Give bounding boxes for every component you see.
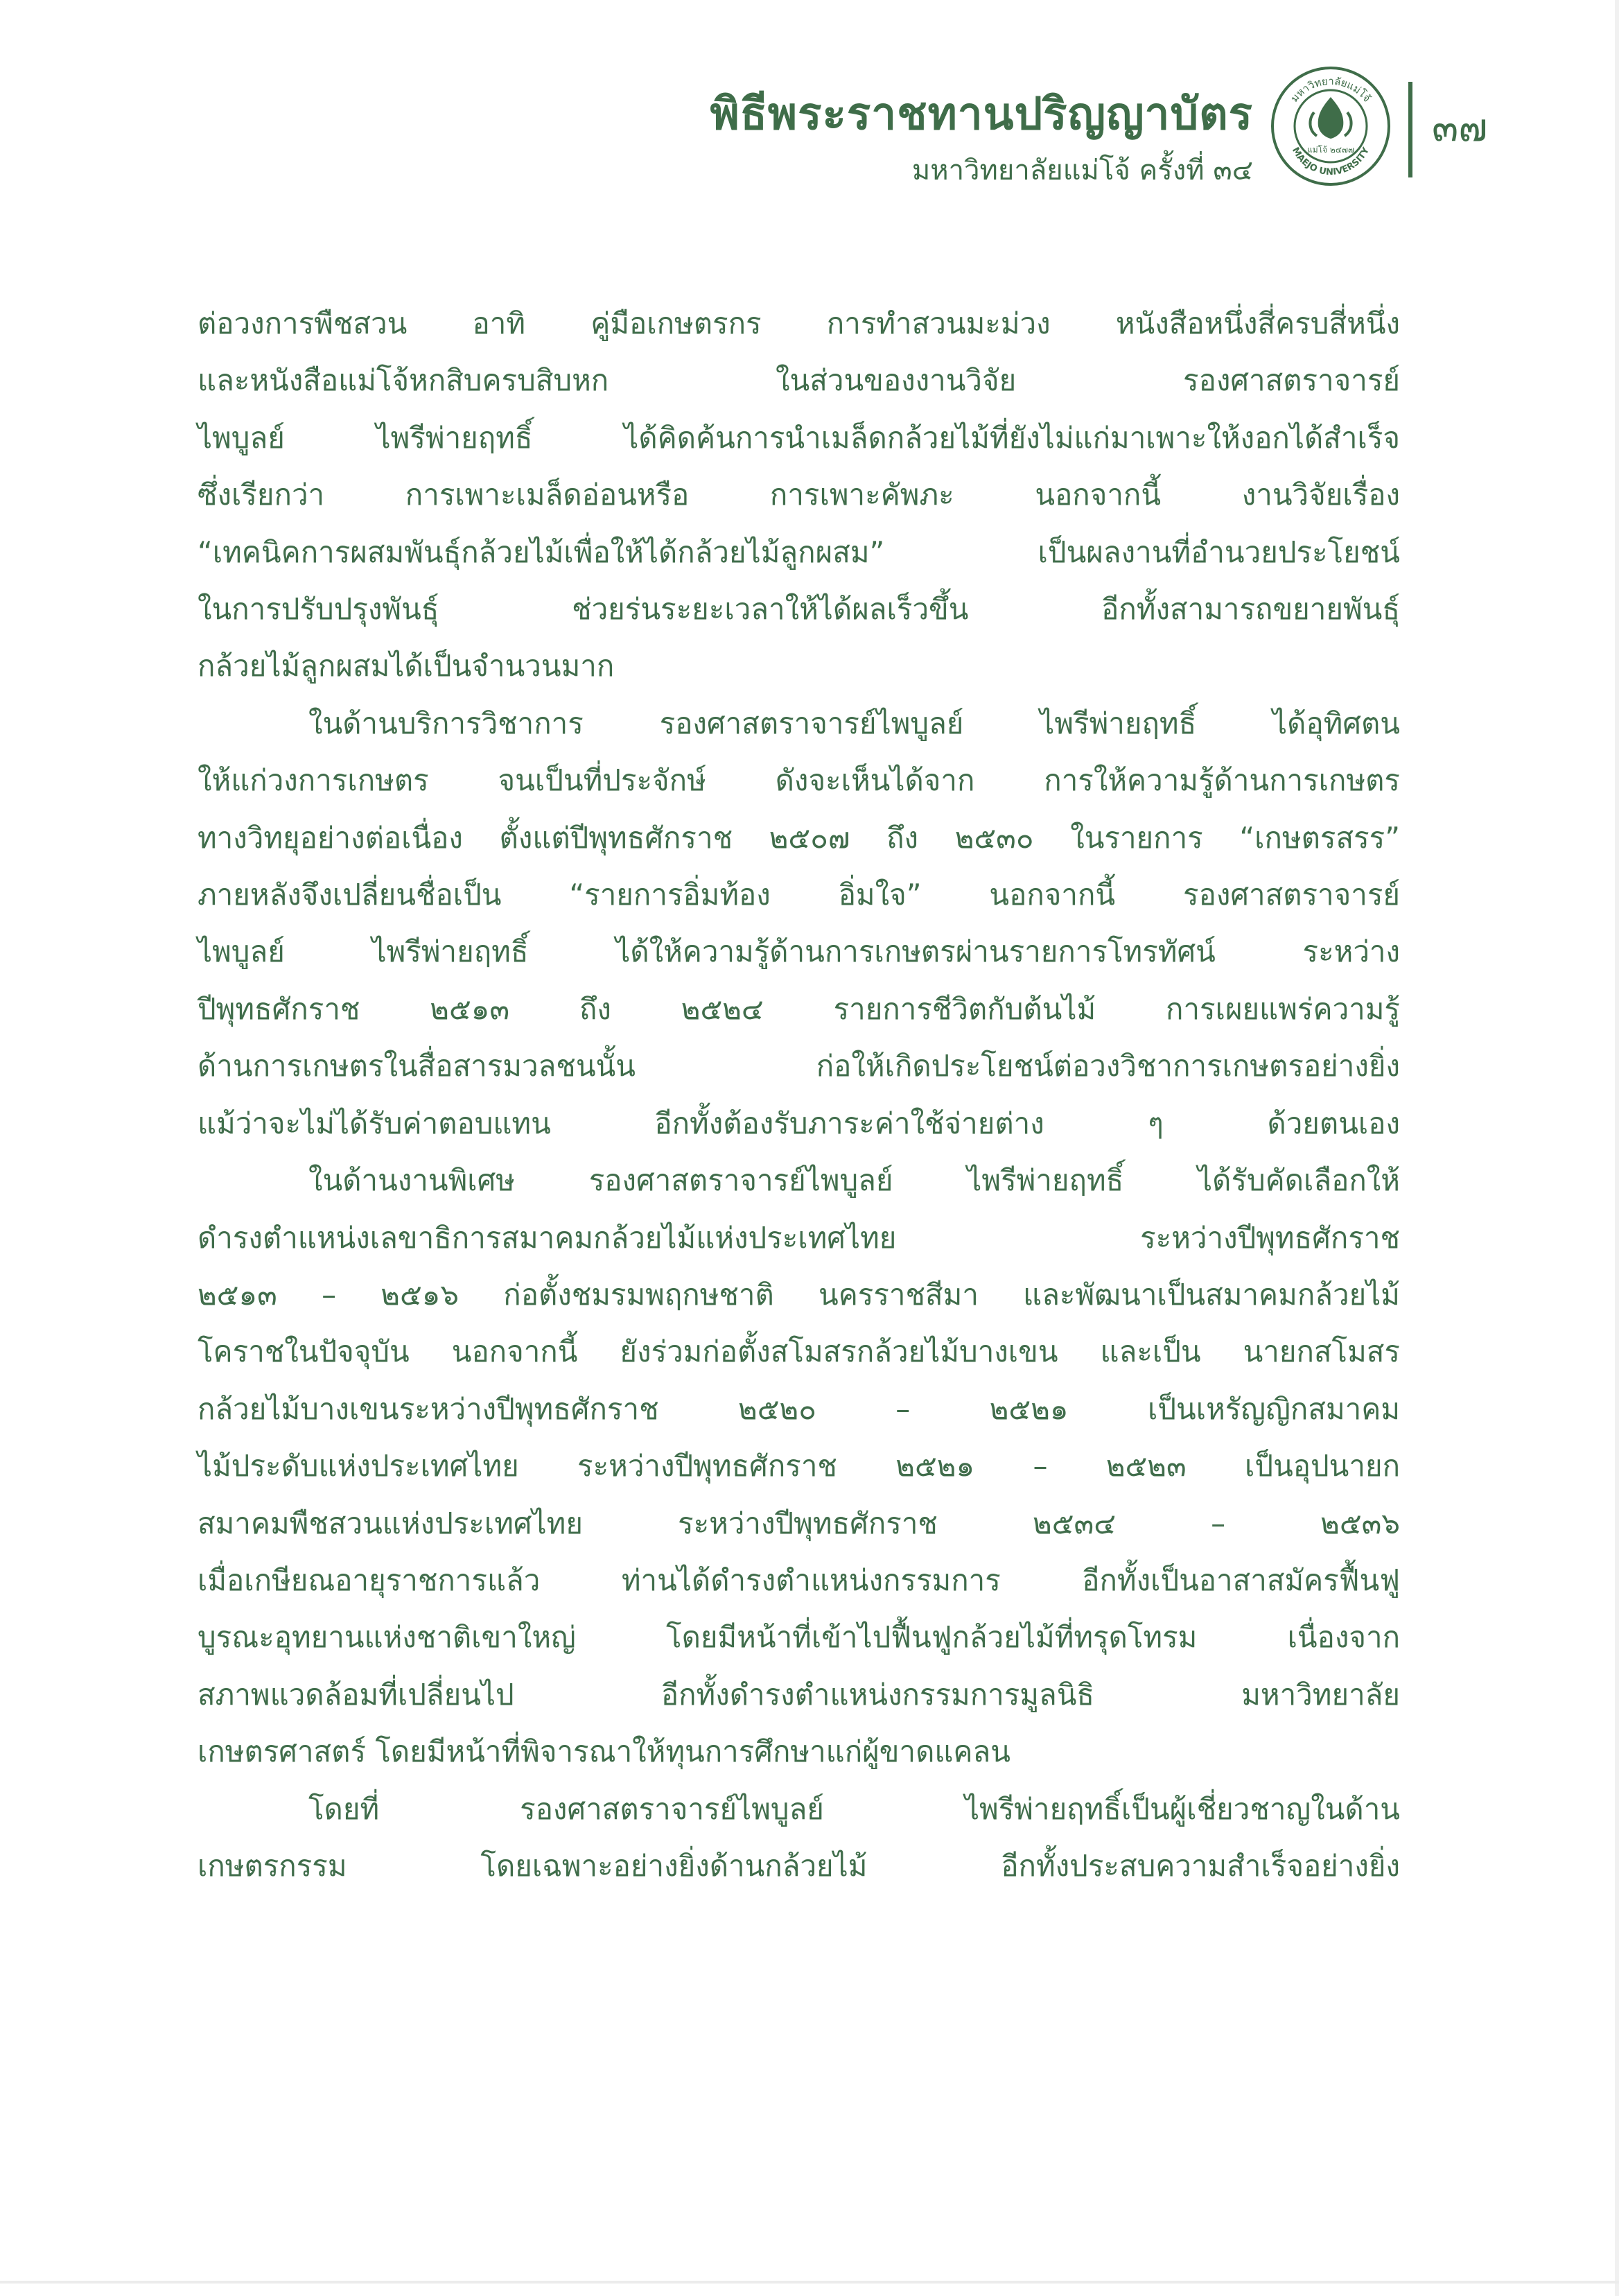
ceremony-subtitle: มหาวิทยาลัยแม่โจ้ ครั้งที่ ๓๔ — [911, 155, 1253, 186]
text-line: ไม้ประดับแห่งประเทศไทย ระหว่างปีพุทธศักราช ๒๕๒๑ – ๒๕๒๓ เป็นอุปนายก — [198, 1449, 1400, 1484]
text-line: และหนังสือแม่โจ้หกสิบครบสิบหก ในส่วนของงานวิจัย รองศาสตราจารย์ — [198, 363, 1400, 398]
page-edge — [0, 2281, 1619, 2284]
body-text — [198, 295, 1400, 1895]
page-header — [710, 83, 1253, 191]
text-line: สภาพแวดล้อมที่เปลี่ยนไป อีกทั้งดำรงตำแหน่งกรรมการมูลนิธิ มหาวิทยาลัย — [198, 1677, 1400, 1712]
seal-center-text: แม่โจ้ ๒๔๗๗ — [1307, 145, 1354, 155]
text-line: เกษตรศาสตร์ โดยมีหน้าที่พิจารณาให้ทุนการศึกษาแก่ผู้ขาดแคลน — [198, 1734, 1010, 1769]
text-line: บูรณะอุทยานแห่งชาติเขาใหญ่ โดยมีหน้าที่เข้าไปฟื้นฟูกล้วยไม้ที่ทรุดโทรม เนื่องจาก — [198, 1620, 1400, 1655]
text-line: ปีพุทธศักราช ๒๕๑๓ ถึง ๒๕๒๔ รายการชีวิตกับต้นไม้ การเผยแพร่ความรู้ — [198, 991, 1400, 1026]
text-line: เมื่อเกษียณอายุราชการแล้ว ท่านได้ดำรงตำแหน่งกรรมการ อีกทั้งเป็นอาสาสมัครฟื้นฟู — [198, 1563, 1400, 1597]
text-line: กล้วยไม้ลูกผสมได้เป็นจำนวนมาก — [198, 649, 615, 684]
text-line: ซึ่งเรียกว่า การเพาะเมล็ดอ่อนหรือ การเพาะคัพภะ นอกจากนี้ งานวิจัยเรื่อง — [198, 478, 1400, 512]
text-line: ด้านการเกษตรในสื่อสารมวลชนนั้น ก่อให้เกิดประโยชน์ต่อวงวิชาการเกษตรอย่างยิ่ง — [198, 1049, 1400, 1084]
university-seal-logo — [1268, 64, 1393, 189]
text-line: ๒๕๑๓ – ๒๕๑๖ ก่อตั้งชมรมพฤกษชาติ นครราชสีมา และพัฒนาเป็นสมาคมกล้วยไม้ — [198, 1277, 1400, 1312]
text-line: เกษตรกรรม โดยเฉพาะอย่างยิ่งด้านกล้วยไม้ อีกทั้งประสบความสำเร็จอย่างยิ่ง — [198, 1848, 1400, 1883]
page-number: ๓๗ — [1432, 105, 1488, 150]
ceremony-title: พิธีพระราชทานปริญญาบัตร — [710, 88, 1253, 140]
text-line: โคราชในปัจจุบัน นอกจากนี้ ยังร่วมก่อตั้งสโมสรกล้วยไม้บางเขน และเป็น นายกสโมสร — [198, 1334, 1400, 1369]
text-line: สมาคมพืชสวนแห่งประเทศไทย ระหว่างปีพุทธศักราช ๒๕๓๔ – ๒๕๓๖ — [198, 1506, 1400, 1540]
text-line: ไพบูลย์ ไพรีพ่ายฤทธิ์ ได้ให้ความรู้ด้านการเกษตรผ่านรายการโทรทัศน์ ระหว่าง — [198, 934, 1400, 969]
seal-bottom-text: MAEJO UNIVERSITY — [1289, 146, 1372, 178]
text-line: ไพบูลย์ ไพรีพ่ายฤทธิ์ ได้คิดค้นการนำเมล็ดกล้วยไม้ที่ยังไม่แก่มาเพาะให้งอกได้สำเร็จ — [198, 420, 1400, 455]
text-line: ให้แก่วงการเกษตร จนเป็นที่ประจักษ์ ดังจะเห็นได้จาก การให้ความรู้ด้านการเกษตร — [198, 763, 1400, 798]
paragraph-first-line: โดยที่ รองศาสตราจารย์ไพบูลย์ ไพรีพ่ายฤทธิ์เป็นผู้เชี่ยวชาญในด้าน — [308, 1791, 1400, 1826]
paragraph-first-line: ในด้านงานพิเศษ รองศาสตราจารย์ไพบูลย์ ไพรีพ่ายฤทธิ์ ได้รับคัดเลือกให้ — [308, 1163, 1400, 1198]
text-line: ในการปรับปรุงพันธุ์ ช่วยร่นระยะเวลาให้ได้ผลเร็วขึ้น อีกทั้งสามารถขยายพันธุ์ — [198, 592, 1400, 627]
text-line: “เทคนิคการผสมพันธุ์กล้วยไม้เพื่อให้ได้กล้วยไม้ลูกผสม” เป็นผลงานที่อำนวยประโยชน์ — [198, 534, 1400, 569]
text-line: ต่อวงการพืชสวน อาทิ คู่มือเกษตรกร การทำสวนมะม่วง หนังสือหนึ่งสี่ครบสี่หนึ่ง — [198, 306, 1400, 340]
text-line: ภายหลังจึงเปลี่ยนชื่อเป็น “รายการอิ่มท้อง อิ่มใจ” นอกจากนี้ รองศาสตราจารย์ — [198, 878, 1400, 912]
page-edge — [1615, 0, 1619, 2296]
seal-top-text: มหาวิทยาลัยแม่โจ้ — [1288, 74, 1374, 105]
text-line: ทางวิทยุอย่างต่อเนื่อง ตั้งแต่ปีพุทธศักราช ๒๕๐๗ ถึง ๒๕๓๐ ในรายการ “เกษตรสรร” — [198, 820, 1400, 855]
paragraph-first-line: ในด้านบริการวิชาการ รองศาสตราจารย์ไพบูลย์ ไพรีพ่ายฤทธิ์ ได้อุทิศตน — [308, 706, 1400, 740]
text-line: กล้วยไม้บางเขนระหว่างปีพุทธศักราช ๒๕๒๐ – ๒๕๒๑ เป็นเหรัญญิกสมาคม — [198, 1391, 1400, 1426]
text-line: ดำรงตำแหน่งเลขาธิการสมาคมกล้วยไม้แห่งประเทศไทย ระหว่างปีพุทธศักราช — [198, 1220, 1400, 1255]
text-line: แม้ว่าจะไม่ได้รับค่าตอบแทน อีกทั้งต้องรับภาระค่าใช้จ่ายต่าง ๆ ด้วยตนเอง — [198, 1106, 1400, 1140]
header-divider — [1408, 82, 1412, 177]
